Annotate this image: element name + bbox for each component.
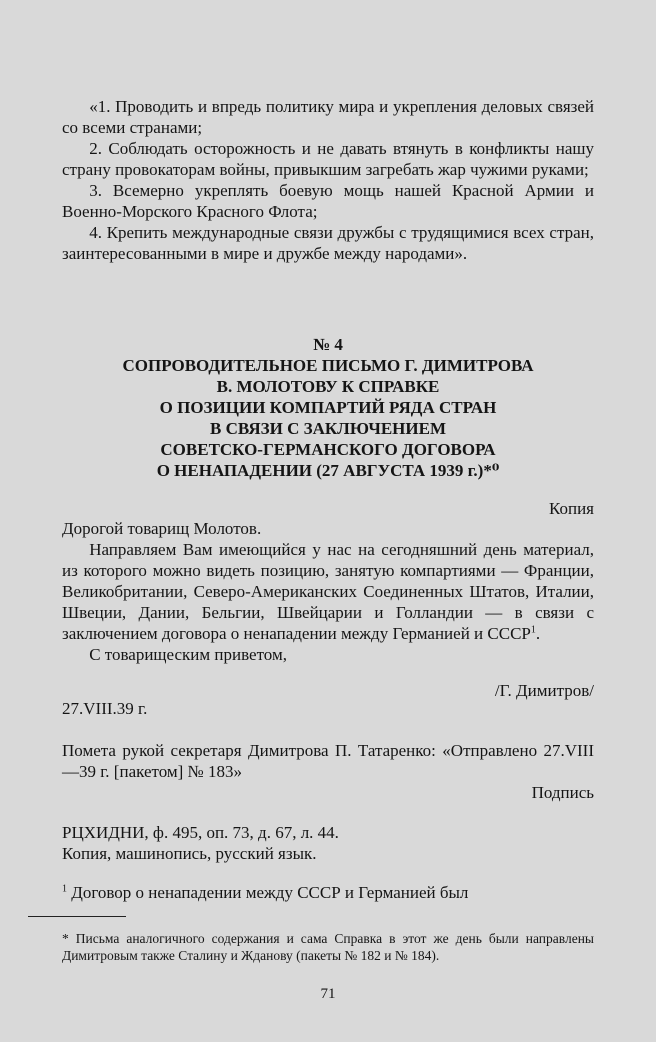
heading-line: В СВЯЗИ С ЗАКЛЮЧЕНИЕМ (210, 419, 446, 438)
heading-line: СОВЕТСКО-ГЕРМАНСКОГО ДОГОВОРА (160, 440, 496, 459)
letter-text: Направляем Вам имеющийся у нас на сегодняшний день материал, из которого можно видеть позицию, занятую компартиями — Франции, Великобритании, Северо-Американских Соединенных Штатов, Италии, Швеции, Дании, Бельгии, Швейцарии и Голландии — в связи с заключением договора о ненападении между Германией и СССР (62, 540, 594, 643)
footnote-rule (28, 916, 126, 917)
signature: /Г. Димитров/ (494, 681, 594, 700)
point-1: «1. Проводить и впредь политику мира и укрепления деловых связей со всеми странами; (62, 97, 594, 137)
endnote-ref: 1 (530, 624, 536, 636)
archive-ref: РЦХИДНИ, ф. 495, оп. 73, д. 67, л. 44. (62, 823, 339, 842)
closing: С товарищеским приветом, (89, 645, 287, 664)
heading-line: СОПРОВОДИТЕЛЬНОЕ ПИСЬМО Г. ДИМИТРОВА (122, 356, 534, 375)
letter-body (62, 518, 594, 665)
heading-line: В. МОЛОТОВУ К СПРАВКЕ (216, 377, 440, 396)
original-label: Подпись (531, 783, 594, 802)
salutation: Дорогой товарищ Молотов. (62, 519, 262, 538)
page-number: 71 (320, 986, 336, 1002)
document-heading (50, 334, 606, 481)
endnote (62, 882, 594, 903)
letter-date: 27.VIII.39 г. (62, 699, 148, 718)
copy-label: Копия (548, 499, 594, 518)
point-3: 3. Всемерно укреплять боевую мощь нашей Красной Армии и Военно-Морского Красного Флота; (62, 181, 594, 221)
resolution-points (62, 96, 594, 264)
point-2: 2. Соблюдать осторожность и не давать втянуть в конфликты нашу страну провокаторам войны, привыкшим загребать жар чужими руками; (62, 139, 594, 179)
heading-line: О ПОЗИЦИИ КОМПАРТИЙ РЯДА СТРАН (159, 398, 497, 417)
archive-reference (62, 822, 594, 864)
letter-paragraph: Направляем Вам имеющийся у нас на сегодняшний день материал, из которого можно видеть позицию, занятую компартиями — Франции, Великобритании, Северо-Американских Соединенных Штатов, Италии, Швеции, Дании, Бельгии, Швейцарии и Голландии — в связи с заключением договора о ненападении между Германией и СССР$^1$. (62, 540, 594, 643)
footnote: * Письма аналогичного содержания и сама Справка в этот же день были направлены Димитровым также Сталину и Жданову (пакеты № 182 и № 184). (62, 931, 594, 963)
archive-desc: Копия, машинопись, русский язык. (62, 844, 317, 863)
document-number: № 4 (313, 335, 343, 354)
secretary-note: Помета рукой секретаря Димитрова П. Татаренко: «Отправлено 27.VIII—39 г. [пакетом] № 183» (62, 741, 594, 781)
endnote-text: Договор о ненападении между СССР и Германией был (71, 883, 469, 902)
heading-line: О НЕНАПАДЕНИИ (27 АВГУСТА 1939 г.)*⁰ (156, 461, 500, 480)
point-4: 4. Крепить международные связи дружбы с трудящимися всех стран, заинтересованными в мире и дружбе между народами». (62, 223, 594, 263)
endnote-marker: 1 (62, 883, 67, 895)
